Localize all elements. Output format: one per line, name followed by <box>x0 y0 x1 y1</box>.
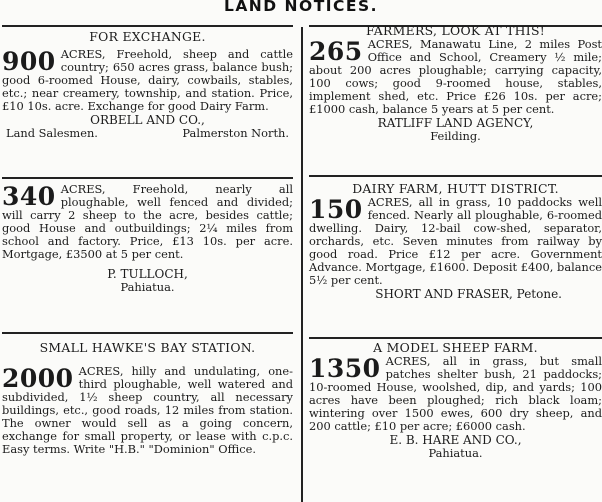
ad-title: FOR EXCHANGE. <box>89 29 206 44</box>
ad-body <box>309 355 602 433</box>
acreage-figure: 900 <box>2 47 56 76</box>
ad-body <box>309 38 602 116</box>
ad-text: ACRES, all in grass, but small patches shelter bush, 21 paddocks; 10-roomed House, woolshed, dip, and yards; 100 acres have been ploughed; rich black loam; wintering over 1500 ewes, 600 dry sheep, and 200 cattle; £10 per acre; £6000 cash. <box>309 354 602 434</box>
ad-text: ACRES, all in grass, 10 paddocks well fenced. Nearly all ploughable, 6-roomed dwelling. Dairy, 12-bail cow-shed, separator, orchards, etc. Seven minutes from railway by good road. Price £12 per acre. Government Advance. Mortgage, £1600. Deposit £400, balance 5½ per cent. <box>309 195 602 288</box>
agent-details <box>2 127 293 140</box>
agent-location: Palmerston North. <box>182 126 289 141</box>
ad-farmers-look <box>309 23 602 143</box>
agent-location: Feilding. <box>430 129 481 144</box>
agent-title: Land Salesmen. <box>6 126 98 141</box>
acreage-figure: 2000 <box>2 364 74 393</box>
agent-location: Pahiatua. <box>120 280 175 295</box>
ad-body <box>2 183 293 261</box>
agent-name: ORBELL AND CO., <box>90 113 205 128</box>
ad-title: SMALL HAWKE'S BAY STATION. <box>39 340 256 355</box>
acreage-figure: 340 <box>2 182 56 211</box>
acreage-figure: 265 <box>309 37 363 66</box>
rule-top-left <box>2 25 293 27</box>
ad-hawkes-bay-station <box>2 340 293 456</box>
ad-340-acres <box>2 183 293 294</box>
rule-left-1 <box>2 177 293 179</box>
page-title: LAND NOTICES. <box>223 0 379 15</box>
ad-text: ACRES, Manawatu Line, 2 miles Post Office and School, Creamery ½ mile; about 200 acres ploughable; carrying capacity, 100 cows; good 9-roomed house, stables, implement shed, etc. Price £26 10s. per acre; £1000 cash, balance 5 years at 5 per cent. <box>309 37 602 117</box>
rule-right-2 <box>309 337 602 339</box>
agent-name: RATLIFF LAND AGENCY, <box>377 116 534 131</box>
acreage-figure: 1350 <box>309 354 381 383</box>
ad-dairy-farm-hutt <box>309 181 602 301</box>
ad-title: FARMERS, LOOK AT THIS! <box>365 23 546 38</box>
agent-name: P. TULLOCH, <box>107 267 188 282</box>
ad-model-sheep-farm <box>309 340 602 460</box>
rule-right-1 <box>309 175 602 177</box>
agent-name: E. B. HARE AND CO., <box>389 433 522 448</box>
ad-body <box>2 48 293 113</box>
ad-for-exchange <box>2 29 293 140</box>
ad-title: DAIRY FARM, HUTT DISTRICT. <box>352 181 559 196</box>
column-divider <box>301 27 303 502</box>
agent-location: Pahiatua. <box>428 446 483 461</box>
ad-text: ACRES, Freehold, sheep and cattle country; 650 acres grass, balance bush; good 6-roomed House, dairy, cowbails, stables, etc.; near creamery, township, and station. Price, £10 10s. acre. Exchange for good Dairy Farm. <box>2 47 293 114</box>
agent-name: SHORT AND FRASER, Petone. <box>375 287 562 302</box>
rule-left-2 <box>2 332 293 334</box>
ad-text: ACRES, Freehold, nearly all ploughable, well fenced and divided; will carry 2 sheep to the acre, besides cattle; good House and outbuildings; 2¼ miles from school and factory. Price, £13 10s. per acre. Mortgage, £3500 at 5 per cent. <box>2 182 293 262</box>
ad-title: A MODEL SHEEP FARM. <box>373 340 538 355</box>
ad-body <box>2 365 293 456</box>
acreage-figure: 150 <box>309 195 363 224</box>
ad-body <box>309 196 602 287</box>
ad-text: ACRES, hilly and undulating, one-third ploughable, well watered and subdivided, 1½ sheep country, all necessary buildings, etc., good roads, 12 miles from station. The owner would sell as a going concern, exchange for small property, or lease with c.p.c. Easy terms. Write "H.B." "Dominion" Office. <box>2 364 293 457</box>
